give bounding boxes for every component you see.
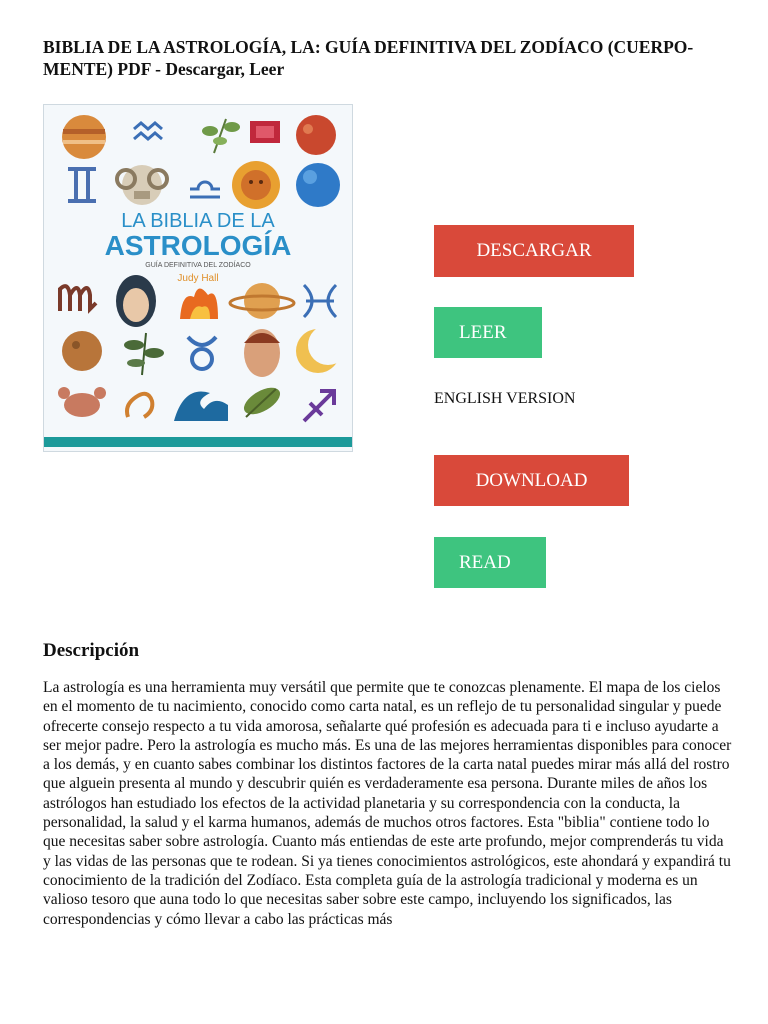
oak-leaf-icon [240,382,285,419]
woman-face-icon [116,275,156,327]
blue-planet-icon [296,163,340,207]
crab-icon [58,387,106,417]
ram-head-icon [117,165,167,205]
crescent-moon-icon [296,325,348,373]
book-cover-image [43,104,353,452]
ruby-gem-icon [250,121,280,143]
fire-icon [180,288,218,319]
saturn-planet-icon [230,283,294,319]
man-face-icon [244,329,280,377]
moon-planet-icon [62,331,102,371]
read-button[interactable]: READ [434,537,546,588]
cover-bottom-band [44,437,352,447]
description-body: La astrología es una herramienta muy versátil que permite que te conozcas plenamente. El mapa de los cielos en el momento de tu nacimiento, conocido como carta natal, es un reflejo de tu personalidad singular y puede ofrecerte consejo respecto a tu vida amorosa, señalarte qué profesión es adecuada para ti e incluso ayudarte a ser mejor padre. Pero la astrología es mucho más. Es una de las mejores herramientas disponibles para conocer a los demás, y en cuanto sabes combinar los distintos factores de la carta natal puedes mirar más allá del rostro que alguein presenta al mundo y descubrir quién es verdaderamente esa persona. Durante miles de años los astrólogos han estudiado los efectos de la actividad planetaria y su correspondencia con la conducta, la personalidad, la salud y el karma humanos, además de muchos otros factores. Esta "biblia" contiene todo lo que necesitas saber sobre astrología. Cuanto más entiendas de este arte profundo, mejor comprenderás tu vida y las vidas de las personas que te rodean. Si ya tienes conocimientos astrológicos, este ahondará y expandirá tu conocimiento de la tradición del Zodíaco. Esta completa guía de la astrología tradicional y moderna es un valioso tesoro que auna todo lo que necesitas saber sobre este campo, incluyendo los significados, las correspondencias y cómo llevar a cabo las prácticas más [43,679,732,928]
description-heading: Descripción [43,640,140,661]
pisces-symbol-icon [304,285,336,317]
download-button[interactable]: DOWNLOAD [434,455,629,506]
herb-sprig-icon [202,119,240,153]
document-title: BIBLIA DE LA ASTROLOGÍA, LA: GUÍA DEFINITIVA DEL ZODÍACO (CUERPO-MENTE) PDF - Descargar, Leer [43,37,694,79]
sagittarius-symbol-icon [304,391,334,421]
libra-symbol-icon [190,182,220,197]
leaf-plant-icon [124,333,164,375]
mars-planet-icon [296,115,336,155]
gemini-symbol-icon [68,169,96,201]
leer-button[interactable]: LEER [434,307,542,358]
cover-title-line1: LA BIBLIA DE LA [121,210,275,232]
jupiter-planet-icon [62,115,106,159]
english-version-label: ENGLISH VERSION [434,390,576,407]
leo-symbol-icon [127,394,152,417]
sun-face-icon [232,161,280,209]
descargar-button[interactable]: DESCARGAR [434,225,634,277]
scorpio-symbol-icon [60,286,96,311]
aquarius-symbol-icon [134,123,162,139]
taurus-symbol-icon [188,337,216,369]
cover-author: Judy Hall [177,273,219,284]
cover-title-line2: ASTROLOGÍA [104,230,292,261]
wave-icon [174,392,228,421]
cover-subtitle: GUÍA DEFINITIVA DEL ZODÍACO [145,262,251,269]
